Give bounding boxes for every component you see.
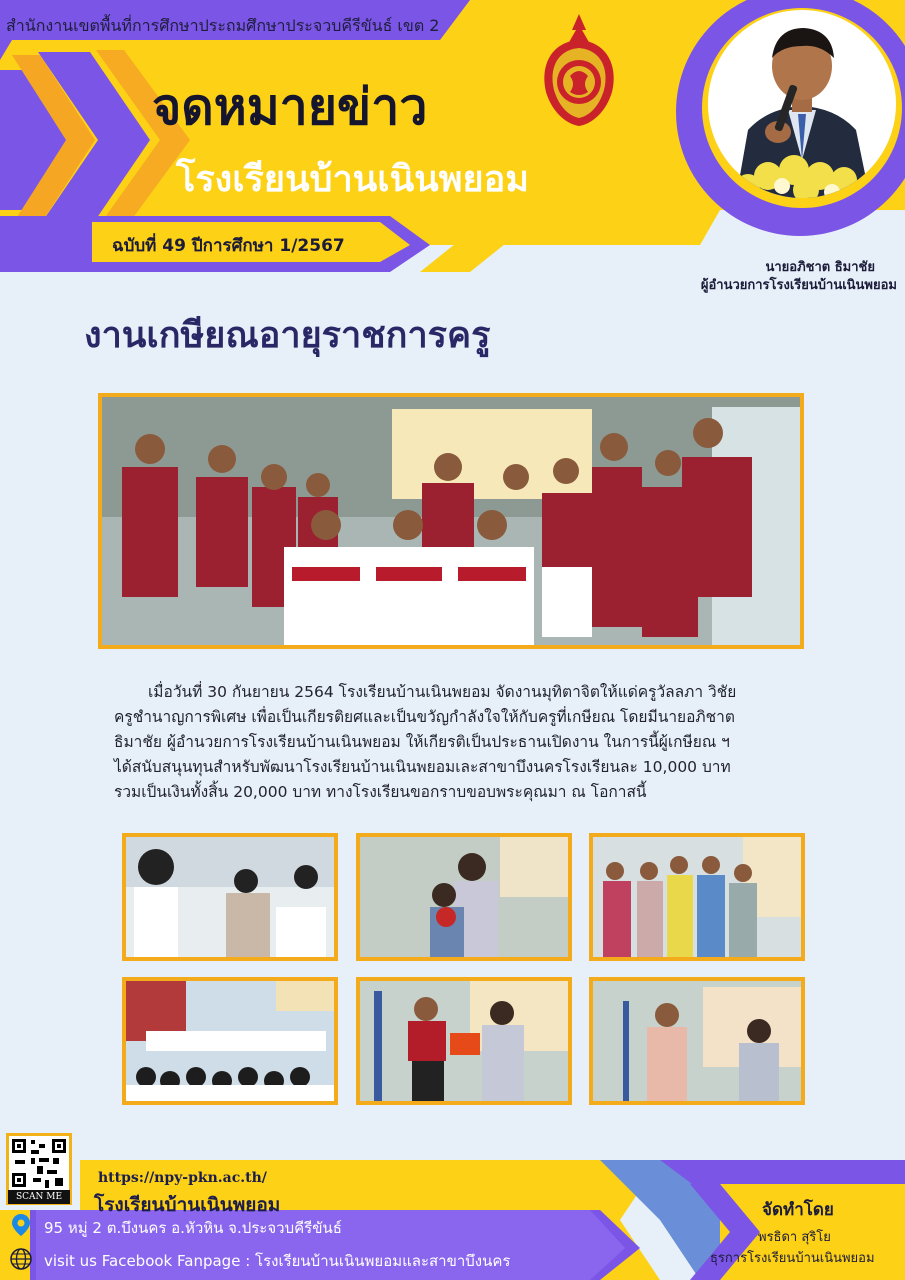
thumbnail-photo xyxy=(589,833,805,961)
made-by-label: จัดทำโดย xyxy=(762,1200,834,1220)
website-link[interactable]: https://npy-pkn.ac.th/ xyxy=(98,1170,267,1186)
issue-number: ฉบับที่ 49 ปีการศึกษา 1/2567 xyxy=(112,236,345,256)
footer-school-name: โรงเรียนบ้านเนินพยอม xyxy=(94,1194,281,1216)
maker-position: ธุรการโรงเรียนบ้านเนินพยอม xyxy=(710,1251,875,1266)
article-body xyxy=(114,680,804,805)
thumbnail-photo xyxy=(356,977,572,1105)
article-line: ครูชำนาญการพิเศษ เพื่อเป็นเกียรติยศและเป็นขวัญกำลังใจให้กับครูที่เกษียณ โดยมีนายอภิชาต xyxy=(114,708,735,726)
article-line: รวมเป็นเงินทั้งสิ้น 20,000 บาท ทางโรงเรียนขอกราบขอบพระคุณมา ณ โอกาสนี้ xyxy=(114,783,647,801)
thumbnail-photo xyxy=(122,977,338,1105)
school-address: 95 หมู่ 2 ต.บึงนคร อ.หัวหิน จ.ประจวบคีรีขันธ์ xyxy=(44,1219,342,1237)
thumbnail-photo xyxy=(589,977,805,1105)
school-title: โรงเรียนบ้านเนินพยอม xyxy=(176,159,529,200)
main-group-photo xyxy=(98,393,804,649)
maker-name: พรธิดา สุริโย xyxy=(758,1230,831,1245)
qr-code-icon xyxy=(9,1136,69,1190)
globe-icon xyxy=(10,1248,32,1270)
obec-emblem-icon xyxy=(538,12,620,128)
article-line: เมื่อวันที่ 30 กันยายน 2564 โรงเรียนบ้านเนินพยอม จัดงานมุทิตาจิตให้แด่ครูวัลลภา วิชัย xyxy=(148,683,737,701)
facebook-fanpage-link[interactable]: visit us Facebook Fanpage : โรงเรียนบ้านเนินพยอมและสาขาบึงนคร xyxy=(44,1252,511,1270)
thumbnail-photo xyxy=(356,833,572,961)
director-position: ผู้อำนวยการโรงเรียนบ้านเนินพยอม xyxy=(700,278,897,293)
director-portrait xyxy=(708,10,896,198)
location-pin-icon xyxy=(12,1214,30,1236)
article-line: ธิมาชัย ผู้อำนวยการโรงเรียนบ้านเนินพยอม ให้เกียรติเป็นประธานเปิดงาน ในการนี้ผู้เกษียณ ฯ xyxy=(114,733,730,751)
article-line: ได้สนับสนุนทุนสำหรับพัฒนาโรงเรียนบ้านเนินพยอมเละสาขาบึงนครโรงเรียนละ 10,000 บาท xyxy=(114,758,731,776)
thumbnail-photo xyxy=(122,833,338,961)
article-headline: งานเกษียณอายุราชการครู xyxy=(84,315,491,356)
newsletter-title: จดหมายข่าว xyxy=(152,78,428,136)
qr-scan-label: SCAN ME xyxy=(8,1190,70,1204)
office-name: สำนักงานเขตพื้นที่การศึกษาประถมศึกษาประจวบคีรีขันธ์ เขต 2 xyxy=(6,16,440,35)
director-name: นายอภิชาต ธิมาชัย xyxy=(765,260,875,275)
